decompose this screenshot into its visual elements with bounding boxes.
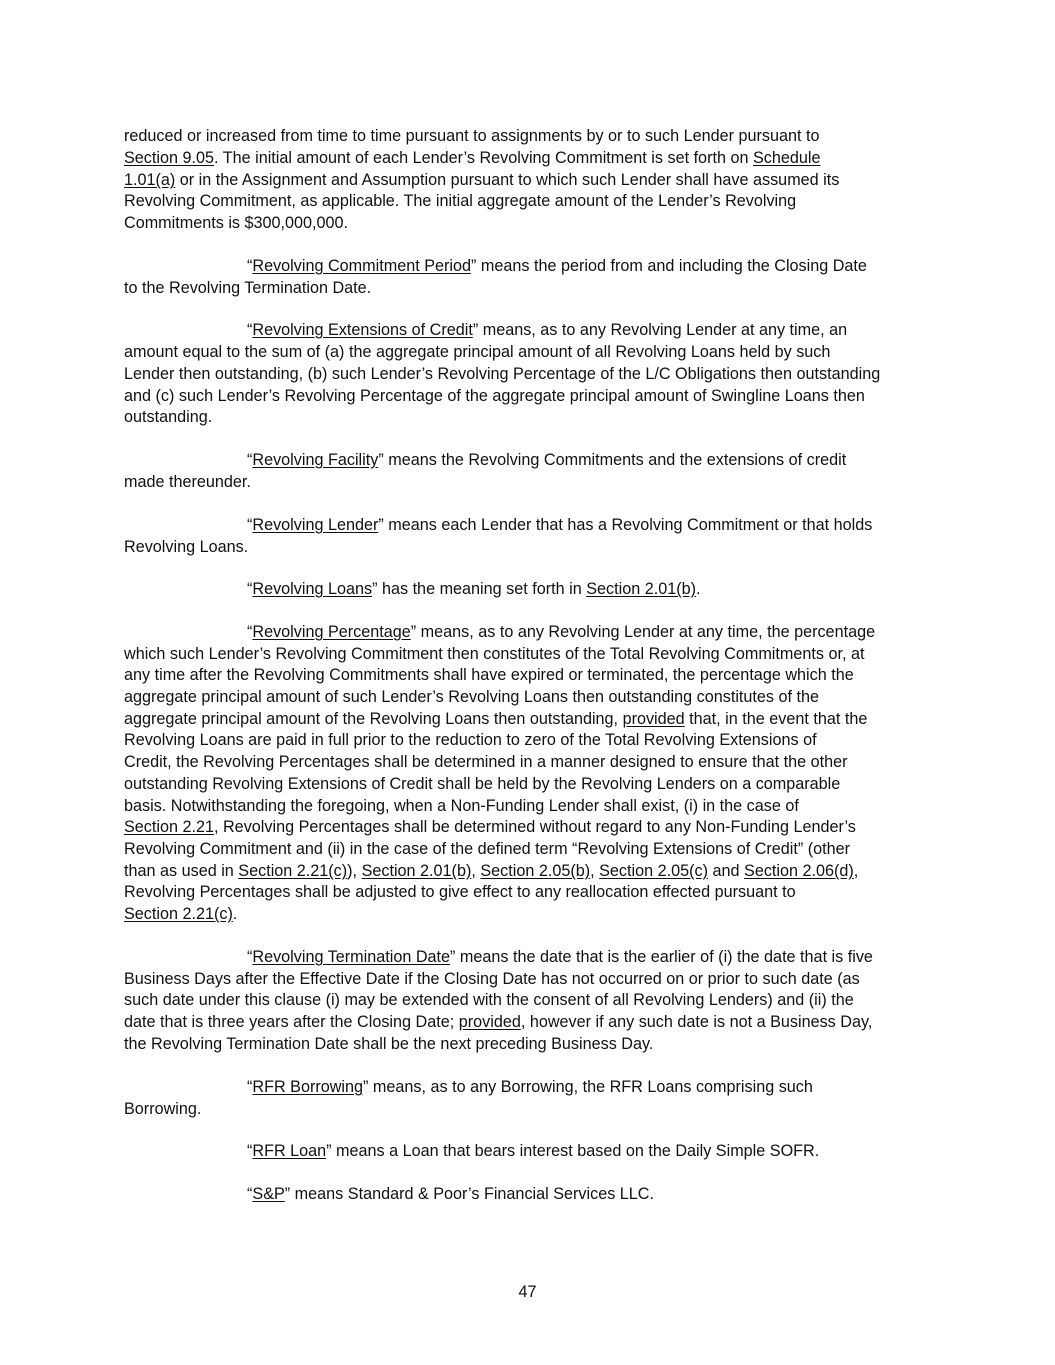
text-line xyxy=(124,472,251,494)
text-run: . xyxy=(696,580,701,598)
text-line xyxy=(124,687,819,709)
underlined-term: Section 9.05 xyxy=(124,149,214,167)
text-line xyxy=(124,278,371,300)
text-run: any time after the Revolving Commitments shall have expired or terminated, the percentage which the xyxy=(124,666,854,684)
text-line xyxy=(124,752,847,774)
page-number: 47 xyxy=(518,1283,537,1301)
text-run: ” means a Loan that bears interest based on the Daily Simple SOFR. xyxy=(326,1142,820,1160)
underlined-term: Section 2.21(c) xyxy=(124,905,233,923)
text-run: and (c) such Lender’s Revolving Percentage of the aggregate principal amount of Swingline Loans then xyxy=(124,387,865,405)
underlined-term: Revolving Lender xyxy=(252,516,379,534)
underlined-term: Revolving Termination Date xyxy=(252,948,451,966)
underlined-term: Schedule xyxy=(752,149,821,167)
text-line xyxy=(124,665,854,687)
underlined-term: RFR Loan xyxy=(252,1142,327,1160)
text-line xyxy=(124,191,796,213)
text-line xyxy=(124,990,854,1012)
underlined-term: Section 2.05(c) xyxy=(599,862,708,880)
underlined-term: Revolving Facility xyxy=(252,451,379,469)
underlined-term: Revolving Commitment Period xyxy=(252,257,472,275)
text-run: which such Lender’s Revolving Commitment then constitutes of the Total Revolving Commitments or, at xyxy=(124,645,865,663)
underlined-term: 1.01(a) xyxy=(124,171,176,189)
text-line xyxy=(247,1184,654,1206)
underlined-term: Section 2.01(b) xyxy=(361,862,472,880)
text-run: ” means Standard & Poor’s Financial Services LLC. xyxy=(284,1185,654,1203)
text-line xyxy=(124,774,840,796)
text-run: “ xyxy=(247,321,253,339)
text-line xyxy=(247,515,872,537)
text-run: and xyxy=(708,862,745,880)
text-run: “ xyxy=(247,516,253,534)
text-run: such date under this clause (i) may be extended with the consent of all Revolving Lenders) and (ii) the xyxy=(124,991,854,1009)
text-line xyxy=(124,386,865,408)
text-run: Revolving Commitment, as applicable. The initial aggregate amount of the Lender’s Revolving xyxy=(124,192,797,210)
text-line xyxy=(124,213,348,235)
text-line xyxy=(124,839,850,861)
text-run: ” means the Revolving Commitments and the extensions of credit xyxy=(378,451,847,469)
text-run: the Revolving Termination Date shall be the next preceding Business Day. xyxy=(124,1035,654,1053)
text-run: date that is three years after the Closing Date; xyxy=(124,1013,459,1031)
text-line xyxy=(124,709,867,731)
text-run: or in the Assignment and Assumption pursuant to which such Lender shall have assumed its xyxy=(175,171,840,189)
text-run: , xyxy=(471,862,481,880)
text-run: “ xyxy=(247,1142,253,1160)
text-line xyxy=(124,882,796,904)
text-run: outstanding Revolving Extensions of Credit shall be held by the Revolving Lenders on a comparable xyxy=(124,775,841,793)
text-run: “ xyxy=(247,623,253,641)
text-run: Borrowing. xyxy=(124,1100,202,1118)
text-line xyxy=(124,407,212,429)
underlined-term: Section 2.06(d) xyxy=(744,862,854,880)
underlined-term: S&P xyxy=(252,1185,285,1203)
text-run: ” means, as to any Revolving Lender at any time, the percentage xyxy=(410,623,876,641)
text-run: Credit, the Revolving Percentages shall be determined in a manner designed to ensure that the other xyxy=(124,753,848,771)
text-line xyxy=(124,644,864,666)
text-run: ” means each Lender that has a Revolving Commitment or that holds xyxy=(378,516,873,534)
text-line xyxy=(124,342,830,364)
underlined-term: RFR Borrowing xyxy=(252,1078,364,1096)
underlined-term: Revolving Percentage xyxy=(252,623,411,641)
text-run: reduced or increased from time to time pursuant to assignments by or to such Lender pursuant to xyxy=(124,127,820,145)
text-line xyxy=(247,450,846,472)
text-line xyxy=(124,861,858,883)
text-line xyxy=(247,947,873,969)
text-run: “ xyxy=(247,257,253,275)
text-run: ), xyxy=(347,862,362,880)
underlined-term: provided xyxy=(458,1013,521,1031)
text-line xyxy=(124,170,839,192)
text-run: “ xyxy=(247,1078,253,1096)
text-run: Commitments is $300,000,000. xyxy=(124,214,349,232)
text-line xyxy=(124,1099,201,1121)
text-line xyxy=(124,537,248,559)
underlined-term: provided xyxy=(622,710,685,728)
text-run: aggregate principal amount of such Lender’s Revolving Loans then outstanding constitutes of the xyxy=(124,688,820,706)
text-line xyxy=(124,364,880,386)
text-run: ” means the date that is the earlier of (i) the date that is five xyxy=(450,948,873,966)
text-run: “ xyxy=(247,1185,253,1203)
text-run: . The initial amount of each Lender’s Revolving Commitment is set forth on xyxy=(214,149,753,167)
text-run: . xyxy=(232,905,238,923)
text-run: , however if any such date is not a Business Day, xyxy=(520,1013,873,1031)
underlined-term: Revolving Extensions of Credit xyxy=(252,321,473,339)
text-run: , Revolving Percentages shall be determined without regard to any Non-Funding Lender’s xyxy=(214,818,856,836)
text-run: ” has the meaning set forth in xyxy=(372,580,587,598)
underlined-term: Section 2.01(b) xyxy=(586,580,697,598)
text-line xyxy=(247,256,867,278)
text-run: “ xyxy=(247,948,253,966)
text-run: Lender then outstanding, (b) such Lender’s Revolving Percentage of the L/C Obligations then outstanding xyxy=(124,365,881,383)
text-run: aggregate principal amount of the Revolving Loans then outstanding, xyxy=(124,710,623,728)
text-run: “ xyxy=(247,580,253,598)
text-run: ” means, as to any Revolving Lender at any time, an xyxy=(472,321,848,339)
underlined-term: Section 2.21 xyxy=(124,818,214,836)
text-run: than as used in xyxy=(124,862,239,880)
text-line xyxy=(247,622,875,644)
text-run: amount equal to the sum of (a) the aggregate principal amount of all Revolving Loans held by such xyxy=(124,343,831,361)
text-run: ” means, as to any Borrowing, the RFR Loans comprising such xyxy=(363,1078,813,1096)
text-run: Revolving Loans are paid in full prior to the reduction to zero of the Total Revolving Extensions of xyxy=(124,731,817,749)
text-line xyxy=(124,969,860,991)
text-line xyxy=(124,1012,872,1034)
text-run: Revolving Percentages shall be adjusted to give effect to any reallocation effected pursuant to xyxy=(124,883,796,901)
text-line xyxy=(124,796,799,818)
text-line xyxy=(247,320,847,342)
text-line xyxy=(124,148,820,170)
text-line xyxy=(124,904,237,926)
text-line xyxy=(247,1141,819,1163)
text-run: Business Days after the Effective Date if the Closing Date has not occurred on or prior to such date (as xyxy=(124,970,860,988)
text-run: that, in the event that the xyxy=(684,710,868,728)
text-run: basis. Notwithstanding the foregoing, when a Non-Funding Lender shall exist, (i) in the case of xyxy=(124,797,799,815)
text-line xyxy=(247,1077,813,1099)
text-run: ” means the period from and including the Closing Date xyxy=(471,257,867,275)
text-line xyxy=(124,1034,653,1056)
text-run: , xyxy=(590,862,600,880)
text-run: to the Revolving Termination Date. xyxy=(124,279,372,297)
text-line xyxy=(124,730,817,752)
underlined-term: Section 2.21(c) xyxy=(238,862,348,880)
underlined-term: Revolving Loans xyxy=(252,580,373,598)
text-run: made thereunder. xyxy=(124,473,251,491)
text-run: Revolving Loans. xyxy=(124,538,249,556)
text-run: Revolving Commitment and (ii) in the case of the defined term “Revolving Extensions of Credit” (other xyxy=(124,840,851,858)
text-run: outstanding. xyxy=(124,408,213,426)
text-line xyxy=(247,579,701,601)
text-line xyxy=(124,126,820,148)
underlined-term: Section 2.05(b) xyxy=(480,862,591,880)
text-run: , xyxy=(853,862,859,880)
text-run: “ xyxy=(247,451,253,469)
text-line xyxy=(124,817,856,839)
